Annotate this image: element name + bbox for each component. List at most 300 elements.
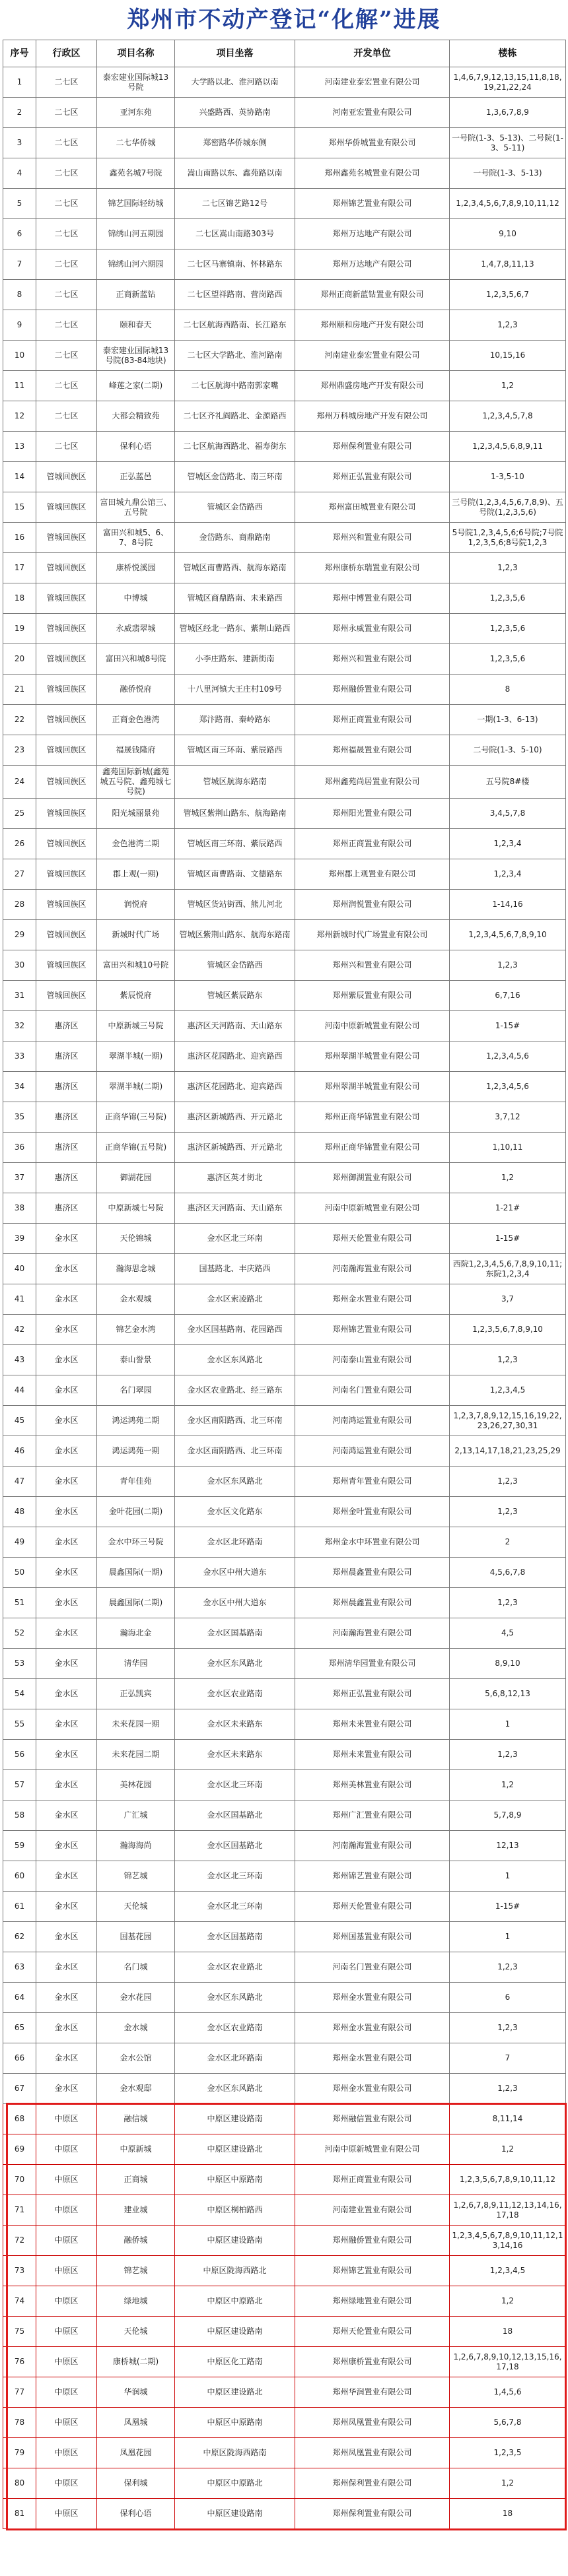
row-location: 管城区南曹路南、文德路东 [175,859,295,890]
row-district: 金水区 [36,1892,97,1922]
table-row [3,2256,566,2286]
row-district: 管城回族区 [36,553,97,583]
row-index: 33 [3,1041,36,1072]
row-developer: 郑州绿地置业有限公司 [295,2286,450,2317]
row-developer: 郑州金水置业有限公司 [295,2013,450,2043]
row-index: 74 [3,2286,36,2317]
row-index: 47 [3,1467,36,1497]
table-row [3,2286,566,2317]
row-project: 锦绣山河六期园 [97,249,175,280]
row-location: 惠济区天河路南、天山路东 [175,1193,295,1224]
row-developer: 郑州美林置业有限公司 [295,1770,450,1800]
row-district: 金水区 [36,1406,97,1436]
row-district: 管城回族区 [36,950,97,981]
row-location: 惠济区新城路西、开元路北 [175,1102,295,1133]
row-buildings: 8 [450,675,566,705]
row-developer: 郑州郡上观置业有限公司 [295,859,450,890]
table-row [3,1770,566,1800]
row-buildings: 1 [450,1861,566,1892]
row-district: 金水区 [36,2074,97,2104]
row-index: 55 [3,1709,36,1740]
row-index: 32 [3,1011,36,1041]
row-developer: 郑州富田城置业有限公司 [295,492,450,523]
row-project: 金水城 [97,2013,175,2043]
row-location: 郑密路华侨城东侧 [175,128,295,158]
row-project: 绿地城 [97,2286,175,2317]
row-location: 中原区建设路南 [175,2104,295,2134]
row-project: 富田兴和城5、6、7、8号院 [97,523,175,553]
table-row [3,2074,566,2104]
row-developer: 郑州中博置业有限公司 [295,583,450,614]
row-district: 中原区 [36,2104,97,2134]
row-project: 中原新城三号院 [97,1011,175,1041]
row-buildings: 1,2,3 [450,2074,566,2104]
row-location: 金水区农业路北 [175,1952,295,1983]
table-row [3,1649,566,1679]
row-location: 惠济区英才街北 [175,1163,295,1193]
row-index: 57 [3,1770,36,1800]
row-developer: 郑州金叶置业有限公司 [295,1497,450,1527]
row-index: 68 [3,2104,36,2134]
table-row [3,675,566,705]
row-district: 二七区 [36,189,97,219]
row-developer: 郑州天伦置业有限公司 [295,1224,450,1254]
row-buildings: 18 [450,2317,566,2347]
row-buildings: 1,2,3,5,6,7 [450,280,566,310]
table-row [3,705,566,735]
row-location: 兴盛路西、英协路南 [175,98,295,128]
row-buildings: 1,2 [450,1770,566,1800]
row-location: 郑汴路南、秦岭路东 [175,705,295,735]
row-developer: 郑州福晟置业有限公司 [295,735,450,766]
row-buildings: 8,11,14 [450,2104,566,2134]
row-project: 新城时代广场 [97,920,175,950]
row-district: 管城回族区 [36,523,97,553]
row-index: 8 [3,280,36,310]
table-row [3,1922,566,1952]
row-district: 二七区 [36,219,97,249]
row-district: 金水区 [36,2013,97,2043]
row-district: 中原区 [36,2377,97,2408]
row-index: 30 [3,950,36,981]
row-index: 77 [3,2377,36,2408]
row-location: 金水区农业路南 [175,2013,295,2043]
row-district: 中原区 [36,2134,97,2165]
row-index: 51 [3,1588,36,1618]
row-buildings: 1,2,3,4,5,6 [450,1072,566,1102]
row-project: 颐和春天 [97,310,175,341]
row-buildings: 3,7 [450,1284,566,1315]
row-index: 69 [3,2134,36,2165]
row-project: 晨鑫国际(一期) [97,1558,175,1588]
row-buildings: 1,2,3,4,5,6,7,8,9,10 [450,920,566,950]
row-district: 管城回族区 [36,492,97,523]
row-buildings: 3,7,12 [450,1102,566,1133]
row-developer: 郑州万科城房地产开发有限公司 [295,401,450,432]
row-buildings: 4,5 [450,1618,566,1649]
row-index: 63 [3,1952,36,1983]
row-project: 永威翡翠城 [97,614,175,644]
row-project: 正弘凯宾 [97,1679,175,1709]
row-location: 金水区北三环南 [175,1770,295,1800]
row-location: 大学路以北、淮河路以南 [175,67,295,98]
row-location: 金水区北三环南 [175,1224,295,1254]
row-index: 66 [3,2043,36,2074]
row-project: 阳光城丽景苑 [97,799,175,829]
row-project: 国基花园 [97,1922,175,1952]
row-location: 金水区国基路北 [175,1800,295,1831]
table-row [3,2438,566,2468]
row-project: 融侨悦府 [97,675,175,705]
row-project: 锦艺城 [97,1861,175,1892]
row-location: 管城区金岱路西 [175,950,295,981]
row-district: 惠济区 [36,1133,97,1163]
table-row [3,1861,566,1892]
row-developer: 河南泰山置业有限公司 [295,1345,450,1375]
row-buildings: 1,2,3,4,5,6,7,8,9,10,11,12 [450,189,566,219]
row-project: 中原新城 [97,2134,175,2165]
table-row [3,1315,566,1345]
table-row [3,2317,566,2347]
row-project: 锦绣山河五期园 [97,219,175,249]
row-index: 49 [3,1527,36,1558]
row-location: 金水区索凌路北 [175,1284,295,1315]
row-location: 金水区中州大道东 [175,1588,295,1618]
row-index: 52 [3,1618,36,1649]
row-buildings: 10,15,16 [450,341,566,371]
row-district: 中原区 [36,2317,97,2347]
table-row [3,401,566,432]
row-index: 31 [3,981,36,1011]
row-district: 中原区 [36,2195,97,2226]
row-district: 金水区 [36,1952,97,1983]
table-row [3,1102,566,1133]
row-project: 二七华侨城 [97,128,175,158]
table-row [3,1436,566,1467]
table-row [3,158,566,189]
row-index: 1 [3,67,36,98]
row-district: 惠济区 [36,1163,97,1193]
row-location: 惠济区花园路北、迎宾路西 [175,1041,295,1072]
row-project: 鸿运鸿苑一期 [97,1436,175,1467]
table-row [3,1467,566,1497]
row-developer: 郑州正商置业有限公司 [295,2165,450,2195]
table-row [3,1497,566,1527]
row-developer: 郑州润悦置业有限公司 [295,890,450,920]
row-district: 中原区 [36,2408,97,2438]
row-buildings: 6,7,16 [450,981,566,1011]
row-location: 金水区农业路南 [175,1679,295,1709]
row-district: 二七区 [36,158,97,189]
table-row [3,462,566,492]
row-index: 76 [3,2347,36,2377]
table-row [3,1527,566,1558]
table-row [3,2104,566,2134]
row-buildings: 5,6,7,8 [450,2408,566,2438]
row-location: 国基路北、丰庆路西 [175,1254,295,1284]
table-row [3,1892,566,1922]
row-location: 小李庄路东、建新街南 [175,644,295,675]
row-index: 25 [3,799,36,829]
row-project: 紫辰悦府 [97,981,175,1011]
header-buildings: 楼栋 [450,40,566,67]
row-developer: 郑州万达地产有限公司 [295,219,450,249]
row-location: 中原区陇海西路南 [175,2438,295,2468]
header-district: 行政区 [36,40,97,67]
row-district: 惠济区 [36,1072,97,1102]
row-buildings: 12,13 [450,1831,566,1861]
table-row [3,1224,566,1254]
row-location: 二七区航海西路南、长江路东 [175,310,295,341]
row-location: 金水区北三环南 [175,1892,295,1922]
row-developer: 郑州广汇置业有限公司 [295,1800,450,1831]
row-index: 36 [3,1133,36,1163]
table-row [3,2377,566,2408]
row-district: 管城回族区 [36,705,97,735]
table-row [3,890,566,920]
row-developer: 郑州未来置业有限公司 [295,1740,450,1770]
row-developer: 郑州兴和置业有限公司 [295,950,450,981]
row-location: 金水区未来路东 [175,1740,295,1770]
row-district: 金水区 [36,1345,97,1375]
row-project: 正商金色港湾 [97,705,175,735]
row-district: 二七区 [36,310,97,341]
row-location: 金水区国基路北 [175,1831,295,1861]
row-developer: 郑州保利置业有限公司 [295,2468,450,2499]
row-project: 泰宏建业国际城13号院 [97,67,175,98]
row-buildings: 一期(1-3、6-13) [450,705,566,735]
row-location: 金水区国基路南、花园路西 [175,1315,295,1345]
row-district: 金水区 [36,1800,97,1831]
header-location: 项目坐落 [175,40,295,67]
row-location: 管城区南三环南、紫辰路西 [175,829,295,859]
row-project: 凤凰花园 [97,2438,175,2468]
row-location: 二七区齐礼阎路北、金源路西 [175,401,295,432]
row-developer: 郑州锦艺置业有限公司 [295,189,450,219]
row-district: 金水区 [36,1861,97,1892]
row-district: 二七区 [36,401,97,432]
row-buildings: 1,10,11 [450,1133,566,1163]
table-row [3,1345,566,1375]
row-district: 中原区 [36,2438,97,2468]
row-project: 泰山誉景 [97,1345,175,1375]
row-district: 惠济区 [36,1193,97,1224]
row-location: 管城区南三环南、紫辰路西 [175,735,295,766]
row-index: 78 [3,2408,36,2438]
row-district: 金水区 [36,1284,97,1315]
row-buildings: 1,2,6,7,8,9,10,12,13,15,16,17,18 [450,2347,566,2377]
row-index: 15 [3,492,36,523]
row-project: 清华园 [97,1649,175,1679]
row-district: 金水区 [36,1983,97,2013]
row-developer: 郑州正商华锦置业有限公司 [295,1133,450,1163]
row-index: 50 [3,1558,36,1588]
table-body [3,67,566,2529]
row-developer: 河南中原新城置业有限公司 [295,1193,450,1224]
page-title: 郑州市不动产登记“化解”进展 [127,7,441,33]
row-buildings: 1,2,3,4,5 [450,2256,566,2286]
row-project: 峰莲之家(二期) [97,371,175,401]
row-project: 金水观邸 [97,2074,175,2104]
table-row [3,644,566,675]
row-project: 中原新城七号院 [97,1193,175,1224]
row-location: 二七区航海西路北、福寿街东 [175,432,295,462]
table-row [3,735,566,766]
row-buildings: 5,7,8,9 [450,1800,566,1831]
table-row [3,1163,566,1193]
row-location: 十八里河镇大王庄村109号 [175,675,295,705]
row-buildings: 1,2,3 [450,553,566,583]
row-project: 金水花园 [97,1983,175,2013]
row-district: 金水区 [36,1740,97,1770]
row-project: 中博城 [97,583,175,614]
row-index: 65 [3,2013,36,2043]
row-location: 二七区嵩山南路303号 [175,219,295,249]
row-index: 81 [3,2499,36,2529]
row-project: 御湖花园 [97,1163,175,1193]
header-developer: 开发单位 [295,40,450,67]
row-developer: 郑州紫辰置业有限公司 [295,981,450,1011]
row-project: 名门城 [97,1952,175,1983]
row-location: 中原区建设路北 [175,2377,295,2408]
row-buildings: 1-15# [450,1011,566,1041]
row-district: 管城回族区 [36,920,97,950]
row-location: 金水区北环路南 [175,1527,295,1558]
row-buildings: 1,2,6,7,8,9,11,12,13,14,16,17,18 [450,2195,566,2226]
table-row [3,1983,566,2013]
row-buildings: 5号院1,2,3,4,5,6;6号院;7号院1,2,3,5,6;8号院1,2,3 [450,523,566,553]
row-buildings: 7 [450,2043,566,2074]
row-index: 58 [3,1800,36,1831]
table-row [3,1709,566,1740]
table-row [3,614,566,644]
row-location: 金水区东风路北 [175,1983,295,2013]
row-index: 21 [3,675,36,705]
row-location: 二七区马寨镇南、怀林路东 [175,249,295,280]
row-district: 金水区 [36,1224,97,1254]
row-buildings: 1-14,16 [450,890,566,920]
row-developer: 郑州翠湖半城置业有限公司 [295,1041,450,1072]
row-location: 金水区北三环南 [175,1861,295,1892]
row-location: 中原区中原路南 [175,2165,295,2195]
table-row [3,1375,566,1406]
row-project: 锦艺城 [97,2256,175,2286]
row-index: 75 [3,2317,36,2347]
table-row [3,981,566,1011]
row-buildings: 18 [450,2499,566,2529]
table-row [3,1072,566,1102]
row-developer: 郑州融侨置业有限公司 [295,675,450,705]
row-developer: 河南名门置业有限公司 [295,1375,450,1406]
row-index: 22 [3,705,36,735]
row-index: 18 [3,583,36,614]
table-row [3,1588,566,1618]
row-project: 正商华锦(五号院) [97,1133,175,1163]
row-developer: 郑州金水置业有限公司 [295,2043,450,2074]
row-developer: 河南建业置业有限公司 [295,2195,450,2226]
row-developer: 郑州鑫苑名城置业有限公司 [295,158,450,189]
table-wrap [3,40,565,2529]
row-district: 金水区 [36,1831,97,1861]
row-location: 金水区农业路北、经三路东 [175,1375,295,1406]
row-project: 华润城 [97,2377,175,2408]
row-buildings: 1,2,3,4 [450,859,566,890]
row-index: 43 [3,1345,36,1375]
row-location: 二七区锦艺路12号 [175,189,295,219]
table-row [3,2499,566,2529]
row-developer: 郑州青年置业有限公司 [295,1467,450,1497]
row-location: 二七区航海中路南郭家嘴 [175,371,295,401]
row-project: 润悦府 [97,890,175,920]
row-index: 28 [3,890,36,920]
table-row [3,1254,566,1284]
row-index: 59 [3,1831,36,1861]
row-buildings: 一号院(1-3、5-13)、二号院(1-3、5-11) [450,128,566,158]
row-district: 二七区 [36,341,97,371]
row-district: 金水区 [36,1679,97,1709]
row-buildings: 8,9,10 [450,1649,566,1679]
row-location: 二七区望祥路南、营岗路西 [175,280,295,310]
row-buildings: 1-3,5-10 [450,462,566,492]
table-row [3,492,566,523]
row-district: 金水区 [36,1649,97,1679]
row-location: 二七区大学路北、淮河路南 [175,341,295,371]
row-location: 中原区建设路南 [175,2317,295,2347]
row-developer: 河南鸿运置业有限公司 [295,1406,450,1436]
row-project: 郡上观(一期) [97,859,175,890]
row-buildings: 1,2,3 [450,1467,566,1497]
row-index: 67 [3,2074,36,2104]
row-index: 14 [3,462,36,492]
row-project: 瀚海海尚 [97,1831,175,1861]
row-index: 40 [3,1254,36,1284]
table-row [3,2195,566,2226]
row-project: 金水中环三号院 [97,1527,175,1558]
row-project: 大都会精致苑 [97,401,175,432]
row-district: 二七区 [36,98,97,128]
row-index: 20 [3,644,36,675]
row-location: 金水区东风路北 [175,2074,295,2104]
row-district: 惠济区 [36,1041,97,1072]
row-developer: 郑州御湖置业有限公司 [295,1163,450,1193]
table-row [3,553,566,583]
row-district: 金水区 [36,1315,97,1345]
row-project: 富田兴和城10号院 [97,950,175,981]
table-row [3,2013,566,2043]
table-row [3,310,566,341]
row-developer: 郑州保利置业有限公司 [295,432,450,462]
row-project: 亚河东苑 [97,98,175,128]
row-district: 管城回族区 [36,735,97,766]
table-row [3,219,566,249]
header-project: 项目名称 [97,40,175,67]
table-row [3,1740,566,1770]
row-developer: 郑州颐和房地产开发有限公司 [295,310,450,341]
row-project: 鸿运鸿苑二期 [97,1406,175,1436]
row-project: 康桥城(二期) [97,2347,175,2377]
row-district: 管城回族区 [36,890,97,920]
table-row [3,1406,566,1436]
row-index: 44 [3,1375,36,1406]
table-row [3,2408,566,2438]
row-buildings: 1,2,3,5,6 [450,614,566,644]
row-developer: 郑州锦艺置业有限公司 [295,1861,450,1892]
table-row [3,128,566,158]
row-project: 金色港湾二期 [97,829,175,859]
row-project: 金叶花园(二期) [97,1497,175,1527]
row-project: 鑫苑国际新城(鑫苑城五号院、鑫苑城七号院) [97,766,175,799]
row-developer: 郑州华侨城置业有限公司 [295,128,450,158]
